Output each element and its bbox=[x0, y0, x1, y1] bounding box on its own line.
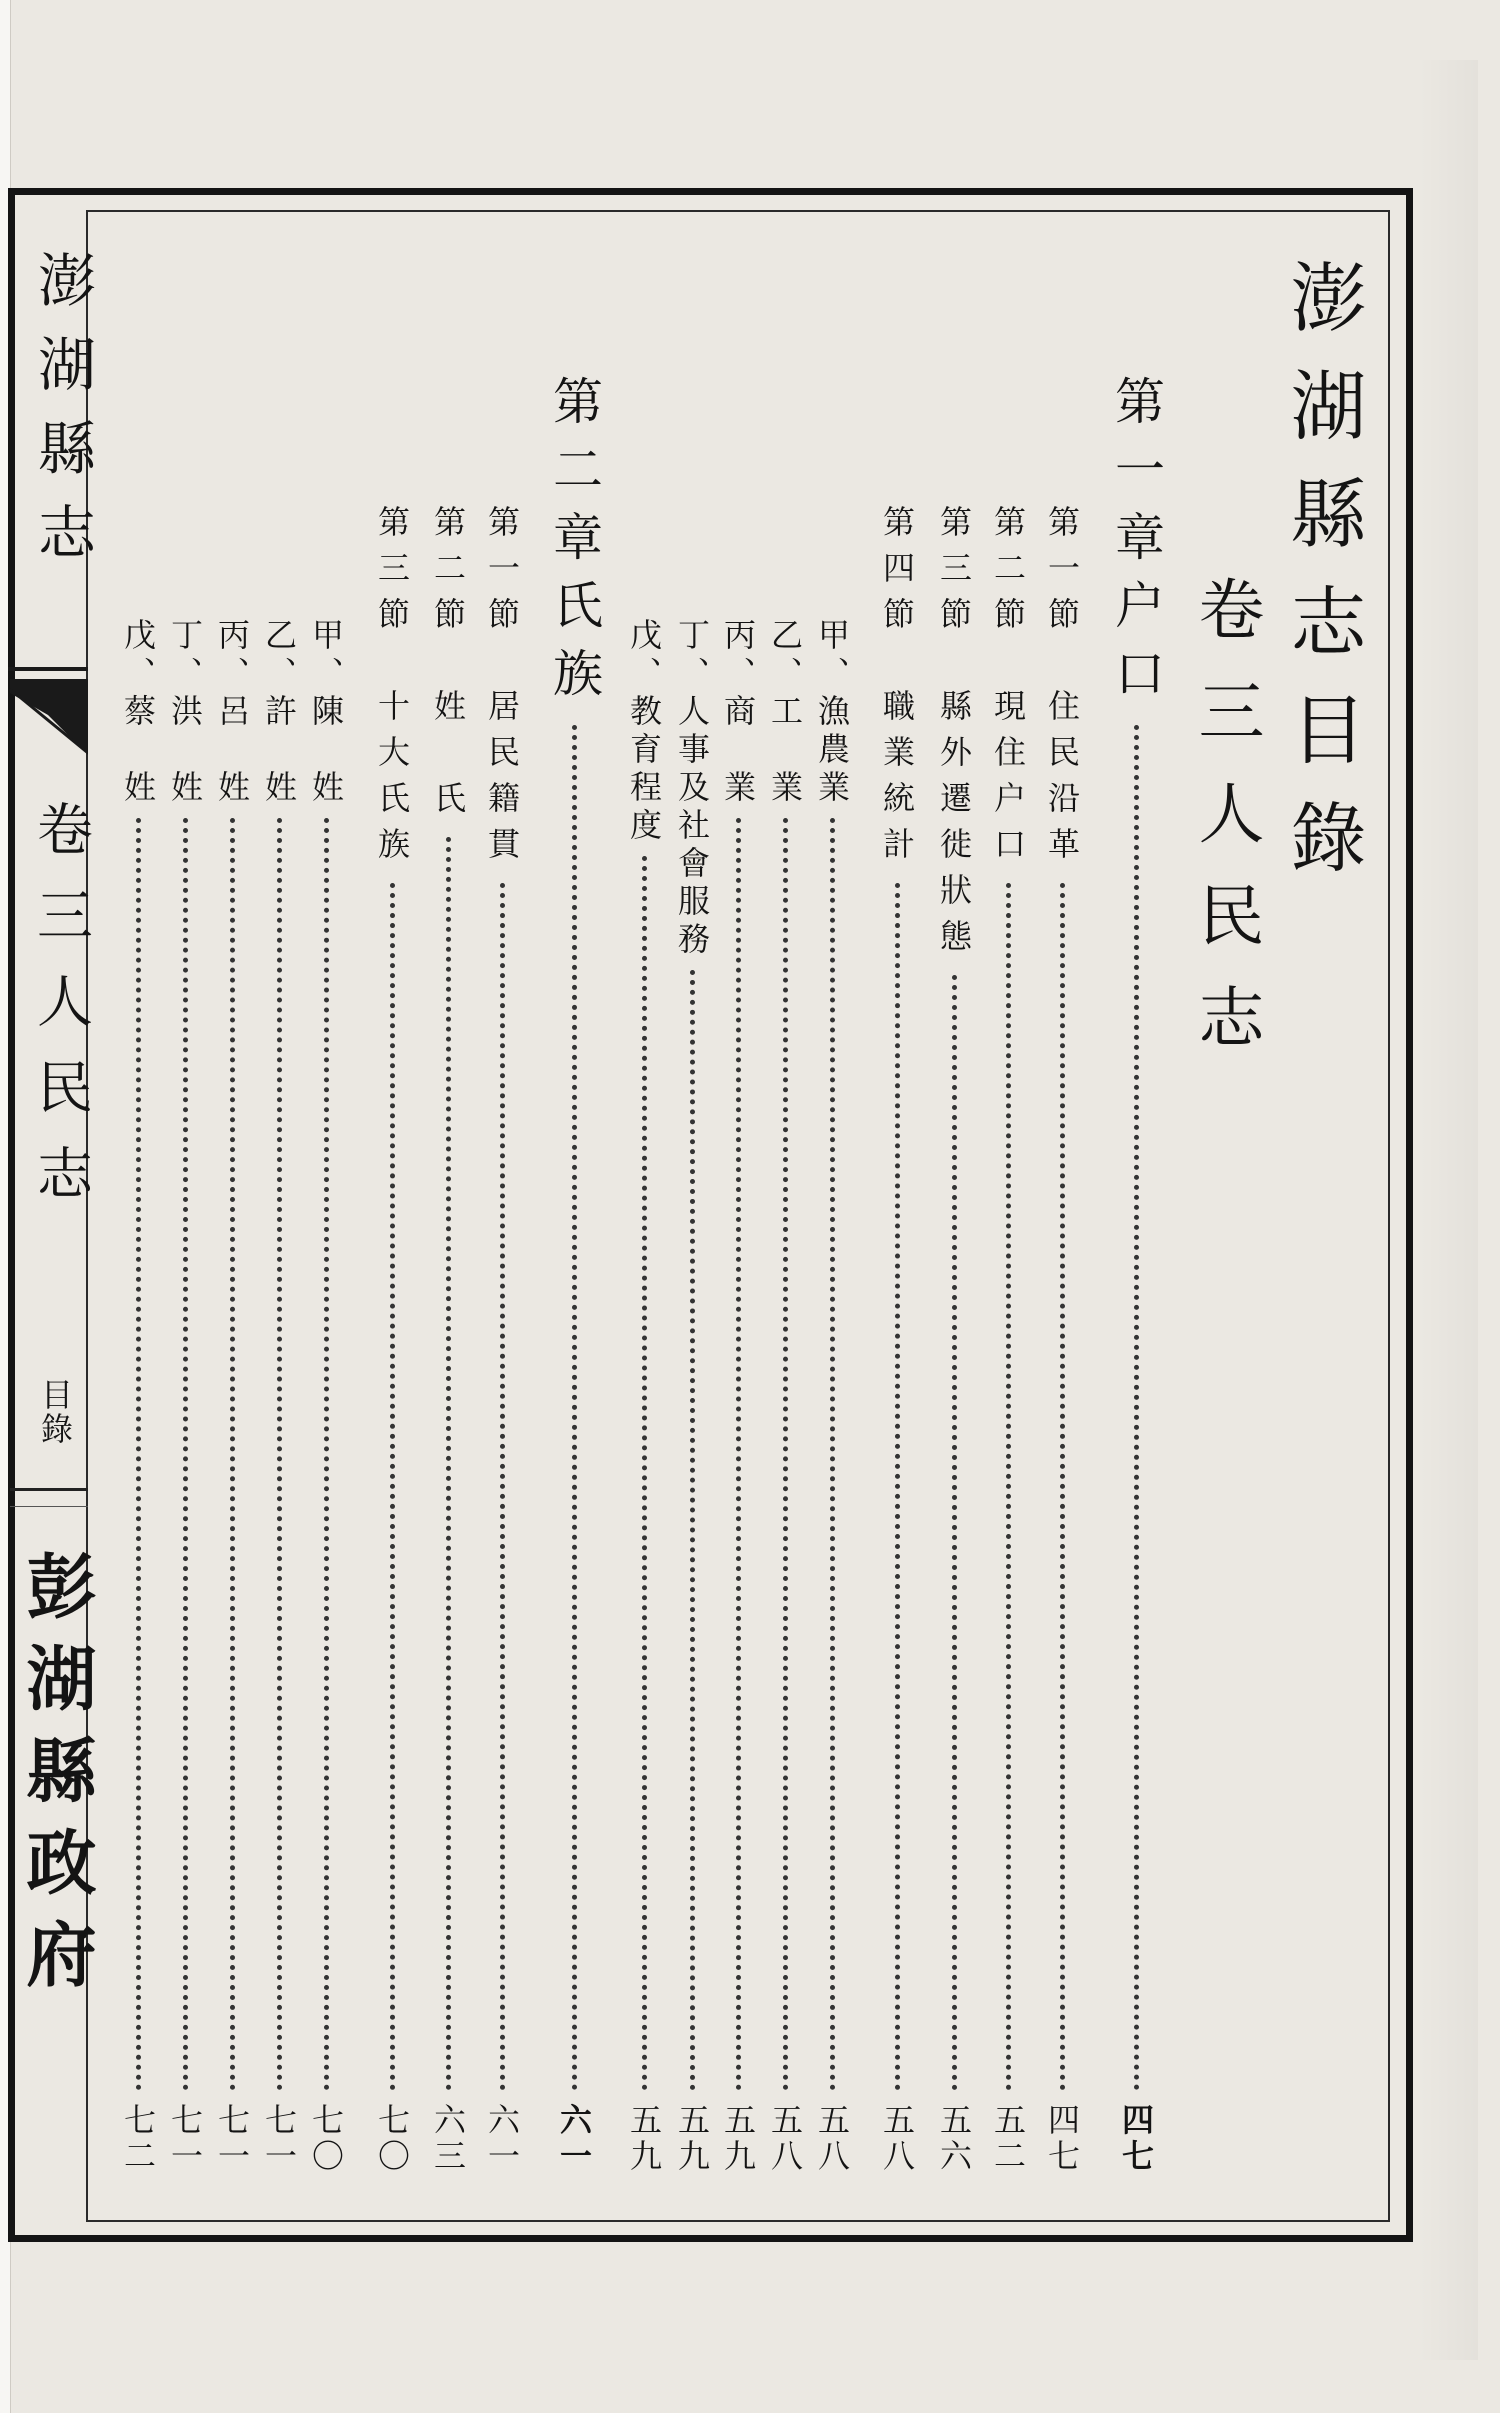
toc-entry-page: 七〇 bbox=[307, 2103, 345, 2175]
spine-publisher: 彭湖縣政府 bbox=[15, 1550, 98, 2010]
toc-entry-item[interactable] bbox=[718, 618, 758, 2175]
spine-book-title: 澎湖縣志 bbox=[28, 250, 96, 586]
toc-entry-label: 第一節 居民籍貫 bbox=[483, 505, 521, 873]
toc-entry-label: 乙、許 姓 bbox=[260, 618, 298, 808]
dot-leader bbox=[446, 837, 451, 2091]
dot-leader bbox=[390, 883, 395, 2091]
toc-entry-label: 第三節 十大氏族 bbox=[373, 505, 411, 873]
toc-entry-page: 五八 bbox=[813, 2103, 851, 2175]
dot-leader bbox=[783, 818, 788, 2091]
toc-entry-page: 五六 bbox=[935, 2103, 973, 2175]
toc-entry-page: 五九 bbox=[719, 2103, 757, 2175]
toc-entry-page: 四七 bbox=[1043, 2103, 1081, 2175]
toc-entry-item[interactable] bbox=[118, 618, 158, 2175]
toc-entry-section[interactable] bbox=[934, 505, 974, 2175]
dot-leader bbox=[690, 970, 695, 2091]
toc-entry-page: 六三 bbox=[429, 2103, 467, 2175]
toc-entry-label: 第二節 現住户口 bbox=[989, 505, 1027, 873]
dot-leader bbox=[895, 883, 900, 2091]
dot-leader bbox=[642, 856, 647, 2091]
toc-entry-page: 七二 bbox=[119, 2103, 157, 2175]
toc-entry-item[interactable] bbox=[165, 618, 205, 2175]
spine-volume: 卷三人民志 bbox=[28, 800, 93, 1230]
toc-entry-label: 第三節 縣外遷徙狀態 bbox=[935, 505, 973, 965]
toc-entry-item[interactable] bbox=[624, 618, 664, 2175]
dot-leader bbox=[277, 818, 282, 2091]
toc-entry-page: 七一 bbox=[260, 2103, 298, 2175]
dot-leader bbox=[830, 818, 835, 2091]
toc-entry-page: 五八 bbox=[766, 2103, 804, 2175]
toc-entry-section[interactable] bbox=[428, 505, 468, 2175]
page-title: 澎湖縣志目錄 bbox=[1278, 258, 1367, 906]
dot-leader bbox=[230, 818, 235, 2091]
toc-entry-page: 五九 bbox=[673, 2103, 711, 2175]
toc-entry-chapter[interactable] bbox=[1108, 375, 1164, 2175]
toc-entry-label: 第二章氏族 bbox=[545, 375, 603, 715]
toc-entry-item[interactable] bbox=[812, 618, 852, 2175]
dot-leader bbox=[1134, 725, 1139, 2091]
dot-leader bbox=[1006, 883, 1011, 2091]
dot-leader bbox=[136, 818, 141, 2091]
toc-entry-page: 五九 bbox=[625, 2103, 663, 2175]
toc-entry-page: 七〇 bbox=[373, 2103, 411, 2175]
toc-entry-label: 甲、漁農業 bbox=[813, 618, 851, 808]
volume-title: 卷三人民志 bbox=[1187, 575, 1264, 1085]
toc-entry-label: 丙、商 業 bbox=[719, 618, 757, 808]
toc-entry-page: 五二 bbox=[989, 2103, 1027, 2175]
spine-divider-thin bbox=[10, 1506, 88, 1507]
toc-entry-label: 第一章户口 bbox=[1107, 375, 1165, 715]
toc-entry-chapter[interactable] bbox=[546, 375, 602, 2175]
dot-leader bbox=[324, 818, 329, 2091]
toc-entry-label: 第二節 姓 氏 bbox=[429, 505, 467, 827]
paper-edge-shadow bbox=[1418, 60, 1478, 2360]
toc-entry-page: 六一 bbox=[483, 2103, 521, 2175]
toc-entry-label: 甲、陳 姓 bbox=[307, 618, 345, 808]
toc-entry-label: 丁、洪 姓 bbox=[166, 618, 204, 808]
toc-entry-section[interactable] bbox=[988, 505, 1028, 2175]
toc-entry-page: 六一 bbox=[555, 2103, 593, 2175]
toc-entry-label: 第四節 職業統計 bbox=[878, 505, 916, 873]
spine-divider bbox=[10, 1488, 88, 1491]
toc-entry-item[interactable] bbox=[259, 618, 299, 2175]
toc-entry-page: 四七 bbox=[1117, 2103, 1155, 2175]
fish-tail-ornament bbox=[8, 665, 88, 760]
spine-section-label: 目錄 bbox=[36, 1378, 74, 1446]
toc-entry-page: 五八 bbox=[878, 2103, 916, 2175]
toc-entry-label: 丙、呂 姓 bbox=[213, 618, 251, 808]
toc-entry-section[interactable] bbox=[877, 505, 917, 2175]
toc-entry-section[interactable] bbox=[1042, 505, 1082, 2175]
dot-leader bbox=[572, 725, 577, 2091]
toc-entry-section[interactable] bbox=[372, 505, 412, 2175]
toc-entry-item[interactable] bbox=[306, 618, 346, 2175]
dot-leader bbox=[1060, 883, 1065, 2091]
toc-entry-label: 丁、人事及社會服務 bbox=[673, 618, 711, 960]
toc-entry-section[interactable] bbox=[482, 505, 522, 2175]
toc-entry-label: 戊、教育程度 bbox=[625, 618, 663, 846]
toc-entry-label: 乙、工 業 bbox=[766, 618, 804, 808]
dot-leader bbox=[500, 883, 505, 2091]
toc-entry-page: 七一 bbox=[166, 2103, 204, 2175]
dot-leader bbox=[183, 818, 188, 2091]
toc-entry-page: 七一 bbox=[213, 2103, 251, 2175]
toc-entry-item[interactable] bbox=[212, 618, 252, 2175]
dot-leader bbox=[736, 818, 741, 2091]
toc-entry-item[interactable] bbox=[765, 618, 805, 2175]
toc-entry-label: 戊、蔡 姓 bbox=[119, 618, 157, 808]
toc-entry-label: 第一節 住民沿革 bbox=[1043, 505, 1081, 873]
dot-leader bbox=[952, 975, 957, 2091]
toc-entry-item[interactable] bbox=[672, 618, 712, 2175]
